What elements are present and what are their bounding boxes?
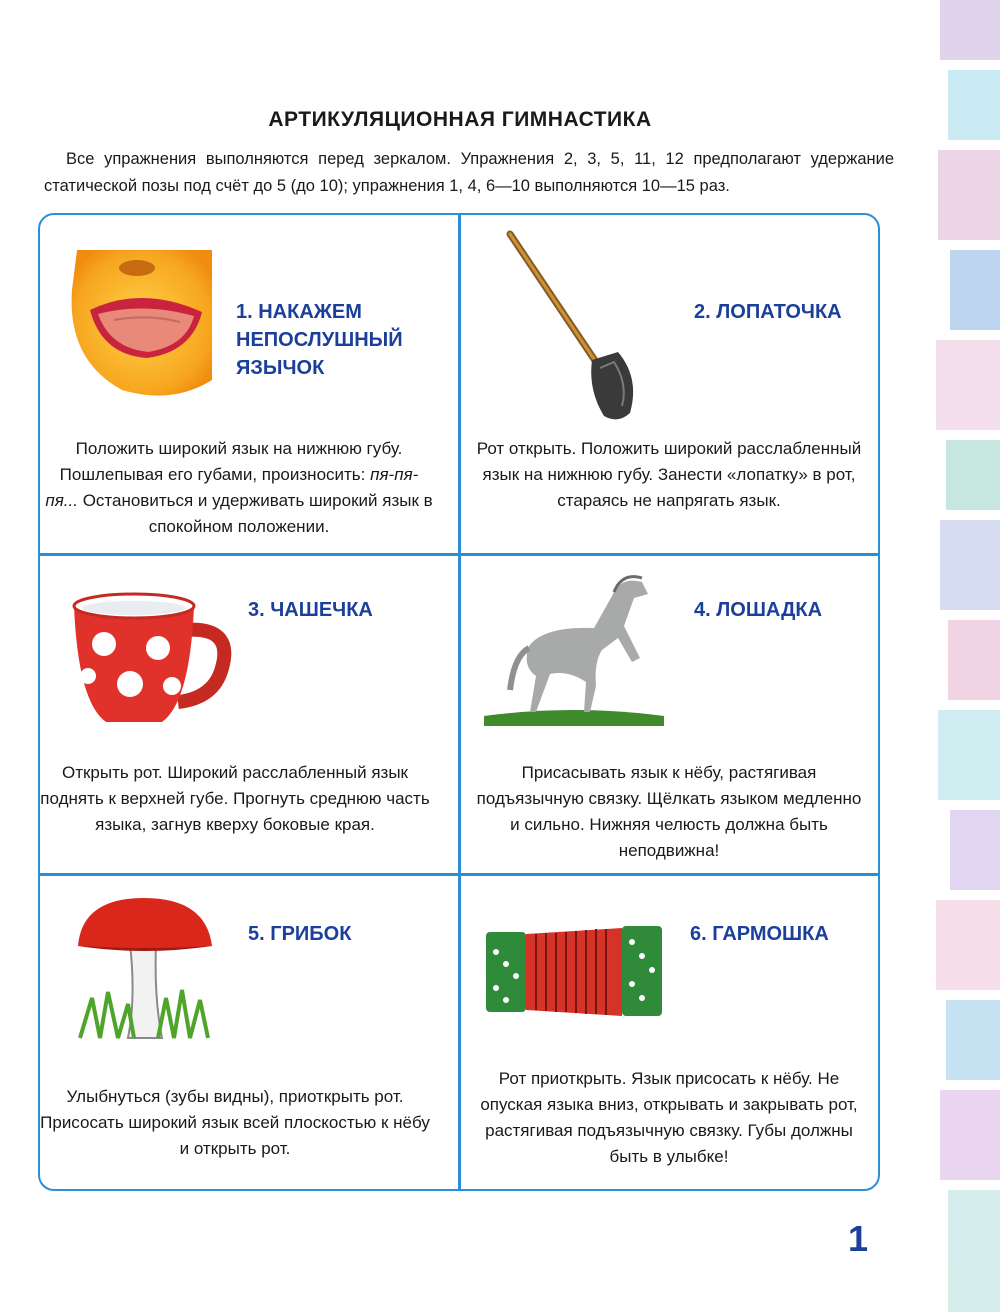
exercise-title: 2. ЛОПАТОЧКА: [694, 301, 842, 323]
mouth-tongue-icon: [62, 250, 222, 400]
decorative-letter-strip: [928, 0, 1000, 1312]
exercise-title: 1. НАКАЖЕМ НЕПОСЛУШНЫЙ ЯЗЫЧОК: [236, 301, 403, 379]
accordion-icon: [484, 912, 664, 1032]
exercise-text-italic: пя-пя-пя...: [45, 465, 419, 510]
grid-divider-row-1: [38, 553, 880, 556]
grid-divider-vertical: [458, 213, 461, 1191]
page-title: АРТИКУЛЯЦИОННАЯ ГИМНАСТИКА: [268, 108, 652, 131]
exercise-text: Улыбнуться (зубы видны), приоткрыть рот. Присосать широкий язык всей плоскостью к нёбу и открыть рот.: [40, 1087, 430, 1158]
exercise-title: 4. ЛОШАДКА: [694, 599, 823, 621]
exercise-title: 3. ЧАШЕЧКА: [248, 599, 373, 621]
intro-text: Все упражнения выполняются перед зеркалом. Упражнения 2, 3, 5, 11, 12 предполагают удержание статической позы под счёт до 5 (до 10); упражнения 1, 4, 6—10 выполняются 10—15 раз.: [44, 150, 894, 195]
page-number: 1: [848, 1218, 869, 1259]
exercise-text: Открыть рот. Широкий расслабленный язык поднять к верхней губе. Прогнуть среднюю часть языка, загнув кверху боковые края.: [40, 763, 430, 834]
exercise-text: Рот открыть. Положить широкий расслабленный язык на нижнюю губу. Занести «лопатку» в рот, стараясь не напрягать язык.: [476, 439, 862, 510]
exercise-title: 6. ГАРМОШКА: [690, 923, 829, 945]
grid-divider-row-2: [38, 873, 880, 876]
exercise-title: 5. ГРИБОК: [248, 923, 352, 945]
exercise-text: Рот приоткрыть. Язык присосать к нёбу. Не опуская языка вниз, открывать и закрывать рот, растягивая подъязычную связку. Губы должны быть в улыбке!: [480, 1069, 858, 1166]
mushroom-icon: [70, 894, 220, 1044]
cup-icon: [66, 590, 236, 730]
exercise-text: Положить широкий язык на нижнюю губу. Пошлепывая его губами, произносить: пя-пя-пя... Остановиться и удерживать широкий язык в спокойном положении.: [45, 439, 433, 536]
shovel-icon: [500, 228, 650, 428]
exercise-text: Присасывать язык к нёбу, растягивая подъязычную связку. Щёлкать языком медленно и сильно. Нижняя челюсть должна быть неподвижна!: [476, 763, 862, 860]
horse-icon: [484, 566, 664, 736]
